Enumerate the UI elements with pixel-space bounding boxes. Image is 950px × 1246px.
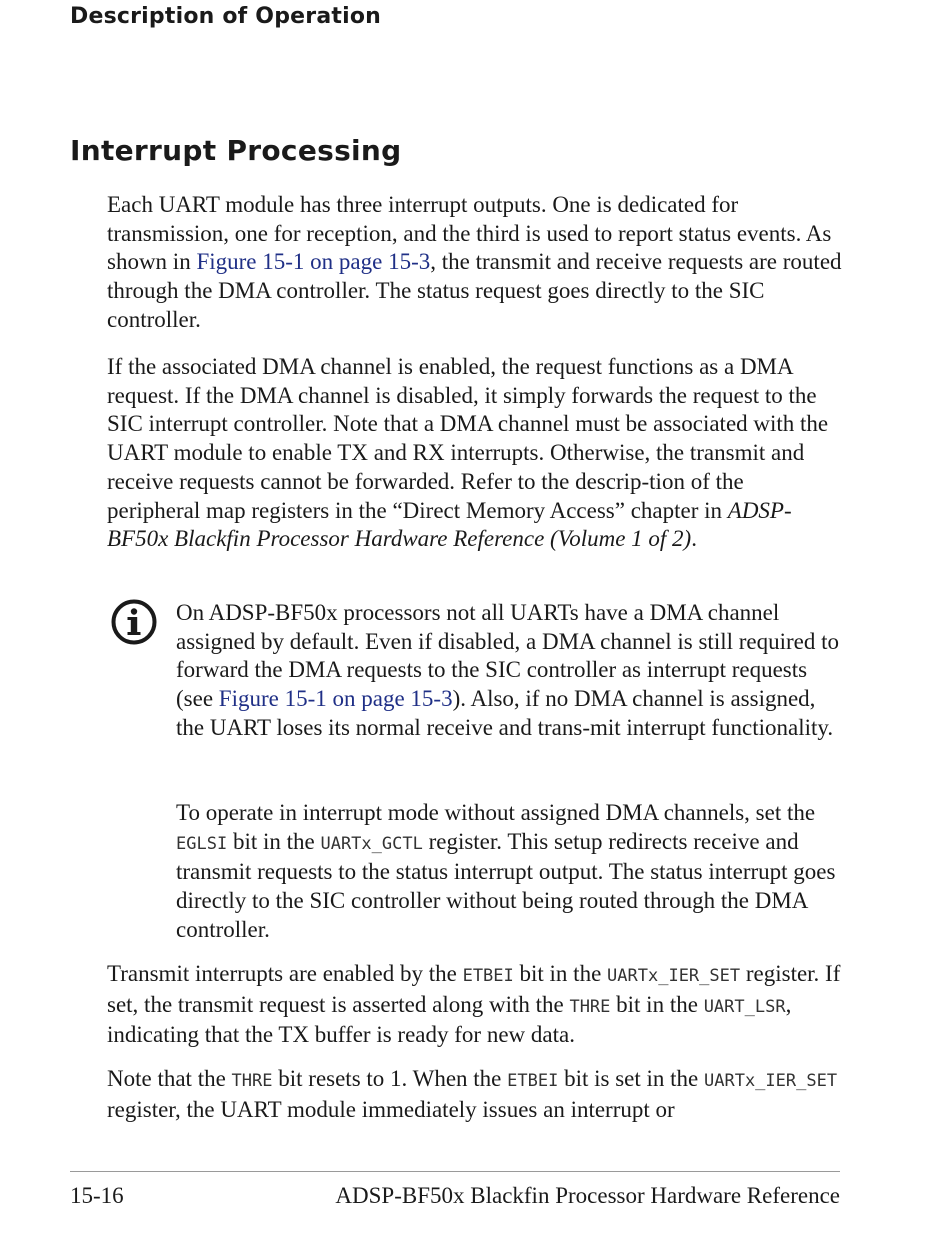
text: register, the UART module immediately issues an interrupt or bbox=[107, 1096, 675, 1122]
register-name: UARTx_IER_SET bbox=[704, 1071, 838, 1091]
footer-divider bbox=[70, 1171, 840, 1172]
text: Note that the bbox=[107, 1066, 232, 1091]
text: ). Also, if no DMA channel is assigned, the UART loses its normal receive and trans-mit interrupt functionality. bbox=[176, 686, 834, 740]
text: bit in the bbox=[513, 961, 608, 986]
text: Transmit interrupts are enabled by the bbox=[107, 961, 463, 986]
text: . bbox=[691, 526, 697, 552]
text: bit resets to 1. When the bbox=[272, 1066, 508, 1091]
footer-book-title: ADSP-BF50x Blackfin Processor Hardware Reference bbox=[335, 1183, 840, 1208]
text: bit in the bbox=[227, 828, 321, 854]
note-paragraph-interrupt-mode bbox=[176, 799, 846, 945]
register-bit-name: THRE bbox=[231, 1071, 273, 1091]
figure-link[interactable]: Figure 15-1 on page 15-3 bbox=[218, 686, 453, 712]
register-bit-name: ETBEI bbox=[462, 966, 514, 986]
running-head: Description of Operation bbox=[70, 4, 381, 29]
text: Each UART module has three interrupt outputs. One is dedicated for transmission, one for reception, and the third is used to report status events. As shown in bbox=[107, 192, 832, 275]
text: On ADSP-BF50x processors not all UARTs have a DMA channel assigned by default. Even if disabled, a DMA channel is still required to forward the DMA requests to the SIC controller as interrupt requests (see bbox=[176, 600, 840, 712]
register-name: UARTx_GCTL bbox=[320, 833, 423, 854]
register-bit-name: THRE bbox=[569, 996, 611, 1017]
figure-link[interactable]: Figure 15-1 on page 15-3 bbox=[196, 249, 431, 275]
text: , indicating that the TX buffer is ready for new data. bbox=[107, 991, 792, 1048]
book-title: ADSP-BF50x Blackfin Processor Hardware Reference (Volume 1 of 2) bbox=[107, 497, 792, 552]
text: bit is set in the bbox=[558, 1066, 704, 1091]
text: To operate in interrupt mode without assigned DMA channels, set the bbox=[176, 800, 816, 825]
register-bit-name: ETBEI bbox=[507, 1071, 559, 1091]
register-name: UART_LSR bbox=[703, 996, 786, 1017]
text: bit in the bbox=[610, 991, 704, 1017]
paragraph-transmit-interrupts bbox=[107, 960, 842, 1050]
paragraph-thre-reset bbox=[107, 1065, 842, 1124]
text: register. If set, the transmit request is asserted along with the bbox=[107, 961, 841, 1017]
text: , the transmit and receive requests are routed through the DMA controller. The status request goes directly to the SIC controller. bbox=[107, 249, 842, 332]
text: register. This setup redirects receive and transmit requests to the status interrupt output. The status interrupt goes directly to the SIC controller without being routed through the DMA controller. bbox=[176, 828, 836, 942]
paragraph-interrupt-outputs bbox=[107, 191, 842, 335]
page-number: 15-16 bbox=[70, 1183, 124, 1208]
note-paragraph-dma-default bbox=[176, 599, 846, 743]
paragraph-dma-channel bbox=[107, 353, 842, 554]
text: If the associated DMA channel is enabled, the request functions as a DMA request. If the DMA channel is disabled, it simply forwards the request to the SIC interrupt controller. Note that a DMA channel must be associated with the UART module to enable TX and RX interrupts. Otherwise, the transmit and receive requests cannot be forwarded. Refer to the descrip-tion of the peripheral map registers in the “Direct Memory Access” chapter in bbox=[107, 354, 829, 523]
register-name: UARTx_IER_SET bbox=[607, 966, 741, 986]
info-icon bbox=[110, 598, 158, 646]
register-bit-name: EGLSI bbox=[176, 833, 228, 854]
section-title: Interrupt Processing bbox=[70, 134, 402, 167]
